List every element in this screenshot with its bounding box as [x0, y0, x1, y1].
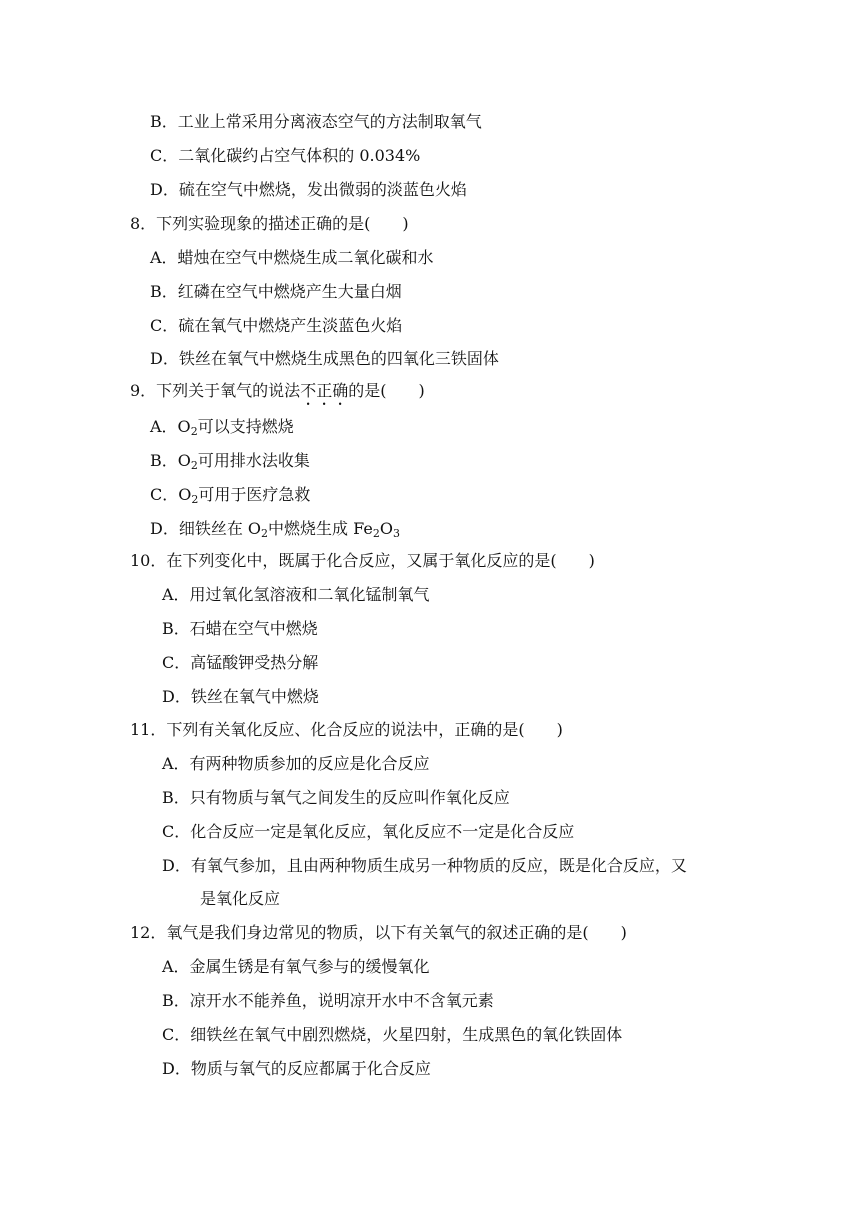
q10-option-b: B．石蜡在空气中燃烧: [162, 619, 318, 638]
q11-option-b: B．只有物质与氧气之间发生的反应叫作氧化反应: [162, 788, 510, 807]
q11-stem: 11．下列有关氧化反应、化合反应的说法中，正确的是( ): [130, 720, 563, 739]
q9-b-text-end: 可用排水法收集: [197, 451, 310, 470]
q12-option-c: C．细铁丝在氧气中剧烈燃烧，火星四射，生成黑色的氧化铁固体: [162, 1025, 623, 1044]
q8-option-b: B．红磷在空气中燃烧产生大量白烟: [150, 282, 402, 301]
q8-stem: 8．下列实验现象的描述正确的是( ): [130, 214, 409, 233]
q11-option-c: C．化合反应一定是氧化反应，氧化反应不一定是化合反应: [162, 822, 575, 841]
q9-d-subscript-2: 2: [372, 527, 380, 540]
q7-option-b: B．工业上常采用分离液态空气的方法制取氧气: [150, 112, 482, 131]
q9-stem-text-end: 的是( ): [348, 381, 425, 400]
q9-option-d: [150, 519, 400, 539]
q9-c-text-end: 可用于医疗急救: [198, 485, 311, 504]
q11-option-d: D．有氧气参加，且由两种物质生成另一种物质的反应，既是化合反应，又: [162, 856, 687, 875]
q9-d-subscript-3: 3: [392, 527, 400, 540]
q9-d-text: D．细铁丝在 O: [150, 519, 262, 538]
q9-stem-text: 9．下列关于氧气的说法: [130, 381, 301, 400]
q9-c-text: C．O: [150, 485, 192, 504]
q9-b-text: B．O: [150, 451, 191, 470]
q11-option-d-continued: 是氧化反应: [200, 889, 281, 908]
q9-stem: [130, 381, 425, 401]
q10-stem: 10．在下列变化中，既属于化合反应，又属于氧化反应的是( ): [130, 551, 595, 570]
q9-a-text: A．O: [150, 417, 191, 436]
q12-option-b: B．凉开水不能养鱼，说明凉开水中不含氧元素: [162, 991, 494, 1010]
q10-option-d: D．铁丝在氧气中燃烧: [162, 687, 319, 706]
q7-option-d: D．硫在空气中燃烧，发出微弱的淡蓝色火焰: [150, 180, 467, 199]
q8-option-a: A．蜡烛在空气中燃烧生成二氧化碳和水: [150, 248, 434, 267]
q9-option-b: [150, 451, 310, 471]
q9-option-a: [150, 417, 294, 437]
q12-option-d: D．物质与氧气的反应都属于化合反应: [162, 1059, 431, 1078]
q10-option-c: C．高锰酸钾受热分解: [162, 653, 319, 672]
q10-option-a: A．用过氧化氢溶液和二氧化锰制氧气: [162, 585, 430, 604]
q9-a-subscript: 2: [190, 425, 198, 438]
q9-stem-emphasis: 不正确: [300, 381, 349, 400]
q12-stem: 12．氧气是我们身边常见的物质，以下有关氧气的叙述正确的是( ): [130, 923, 627, 942]
q7-option-c: C．二氧化碳约占空气体积的 0.034%: [150, 146, 421, 165]
q12-option-a: A．金属生锈是有氧气参与的缓慢氧化: [162, 957, 430, 976]
q8-option-d: D．铁丝在氧气中燃烧生成黑色的四氧化三铁固体: [150, 349, 499, 368]
q9-d-subscript: 2: [261, 527, 269, 540]
q9-b-subscript: 2: [190, 459, 198, 472]
q11-option-a: A．有两种物质参加的反应是化合反应: [162, 754, 430, 773]
q9-d-text-mid: 中燃烧生成 Fe: [268, 519, 373, 538]
q9-d-text-o: O: [379, 519, 393, 538]
q9-c-subscript: 2: [191, 493, 199, 506]
q9-option-c: [150, 485, 310, 505]
q8-option-c: C．硫在氧气中燃烧产生淡蓝色火焰: [150, 316, 403, 335]
q9-a-text-end: 可以支持燃烧: [197, 417, 294, 436]
